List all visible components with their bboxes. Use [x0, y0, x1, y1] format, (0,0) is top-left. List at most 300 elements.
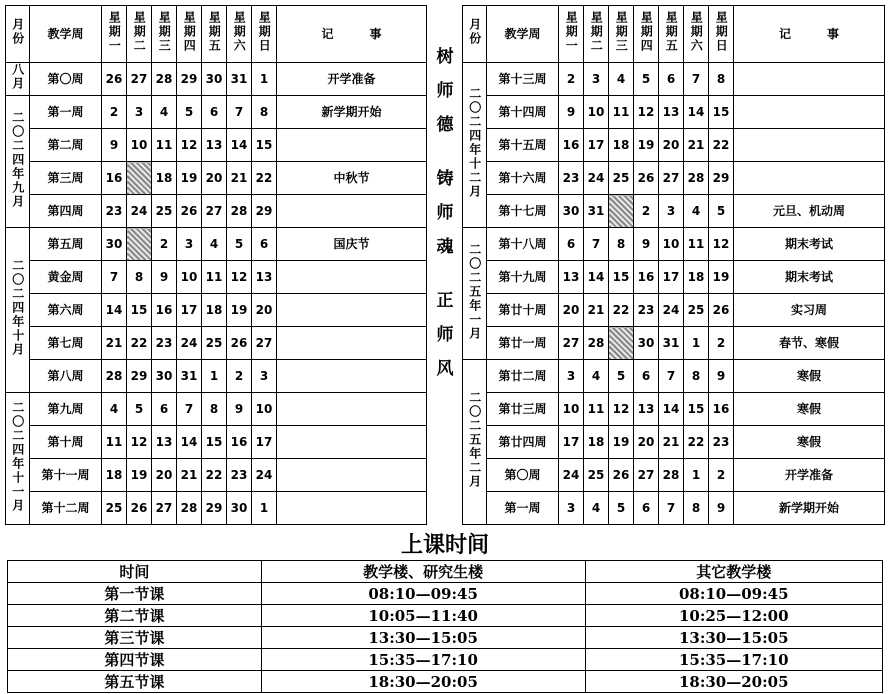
week-row [463, 129, 885, 162]
day-header: 星期五 [659, 6, 684, 63]
day-cell: 16 [227, 426, 252, 459]
day-cell: 4 [102, 393, 127, 426]
day-cell: 27 [659, 162, 684, 195]
month-label: 二〇二四年十月 [6, 228, 30, 393]
week-row [6, 228, 427, 261]
note-cell [277, 261, 427, 294]
month-label: 二〇二四年十二月 [463, 63, 487, 228]
week-row [463, 492, 885, 525]
week-row [6, 360, 427, 393]
day-cell: 19 [709, 261, 734, 294]
week-row [6, 63, 427, 96]
week-label: 第廿二周 [487, 360, 559, 393]
week-label: 第五周 [30, 228, 102, 261]
note-cell: 期末考试 [734, 228, 885, 261]
day-cell: 15 [202, 426, 227, 459]
day-cell: 8 [684, 492, 709, 525]
month-label: 二〇二五年一月 [463, 228, 487, 360]
day-cell: 7 [659, 360, 684, 393]
day-cell: 21 [177, 459, 202, 492]
schedule-table [7, 560, 883, 693]
day-cell: 30 [559, 195, 584, 228]
day-cell: 3 [559, 492, 584, 525]
week-label: 第八周 [30, 360, 102, 393]
week-label: 第十三周 [487, 63, 559, 96]
week-label: 第十五周 [487, 129, 559, 162]
week-row [463, 426, 885, 459]
day-cell: 10 [127, 129, 152, 162]
day-cell: 7 [102, 261, 127, 294]
week-row [6, 129, 427, 162]
day-cell: 29 [252, 195, 277, 228]
day-cell: 25 [684, 294, 709, 327]
day-cell: 21 [684, 129, 709, 162]
note-cell [277, 129, 427, 162]
day-cell: 1 [684, 459, 709, 492]
week-row [463, 228, 885, 261]
period-time: 10:25—12:00 [585, 605, 883, 627]
motto-char: 风 [436, 359, 454, 379]
day-cell: 25 [152, 195, 177, 228]
week-label: 第〇周 [487, 459, 559, 492]
day-cell: 13 [634, 393, 659, 426]
note-cell: 实习周 [734, 294, 885, 327]
day-header: 星期五 [202, 6, 227, 63]
day-header: 星期一 [559, 6, 584, 63]
note-cell [277, 327, 427, 360]
period-label: 第三节课 [8, 627, 262, 649]
day-header: 星期日 [709, 6, 734, 63]
week-row [463, 393, 885, 426]
week-row [6, 426, 427, 459]
day-cell: 18 [609, 129, 634, 162]
day-cell: 22 [202, 459, 227, 492]
day-cell: 29 [127, 360, 152, 393]
week-label: 第二周 [30, 129, 102, 162]
day-cell: 5 [177, 96, 202, 129]
day-cell: 5 [127, 393, 152, 426]
day-cell [609, 195, 634, 228]
day-cell: 7 [584, 228, 609, 261]
note-cell: 新学期开始 [734, 492, 885, 525]
day-cell: 26 [177, 195, 202, 228]
day-cell: 5 [609, 360, 634, 393]
day-cell: 6 [659, 63, 684, 96]
day-cell: 30 [227, 492, 252, 525]
day-cell: 16 [709, 393, 734, 426]
period-time: 08:10—09:45 [261, 583, 585, 605]
note-cell [277, 360, 427, 393]
week-label: 第廿十周 [487, 294, 559, 327]
note-cell: 开学准备 [734, 459, 885, 492]
week-label: 第十七周 [487, 195, 559, 228]
day-cell: 31 [584, 195, 609, 228]
period-label: 第五节课 [8, 671, 262, 693]
week-row [463, 327, 885, 360]
day-cell: 25 [202, 327, 227, 360]
day-cell: 15 [127, 294, 152, 327]
note-cell [734, 129, 885, 162]
day-cell: 26 [609, 459, 634, 492]
day-cell: 19 [634, 129, 659, 162]
day-cell: 20 [252, 294, 277, 327]
day-cell: 5 [709, 195, 734, 228]
day-header: 星期三 [609, 6, 634, 63]
note-cell [734, 96, 885, 129]
week-label: 第十八周 [487, 228, 559, 261]
day-cell: 23 [227, 459, 252, 492]
day-cell: 9 [227, 393, 252, 426]
day-cell: 20 [559, 294, 584, 327]
day-cell: 18 [202, 294, 227, 327]
week-header: 教学周 [487, 6, 559, 63]
day-cell: 26 [709, 294, 734, 327]
day-cell: 9 [102, 129, 127, 162]
day-cell: 26 [127, 492, 152, 525]
motto-column [430, 40, 460, 386]
day-header: 星期二 [127, 6, 152, 63]
day-cell: 6 [634, 492, 659, 525]
day-cell: 10 [659, 228, 684, 261]
schedule-header: 时间 [8, 561, 262, 583]
day-cell: 27 [152, 492, 177, 525]
day-cell: 9 [709, 492, 734, 525]
notes-header: 记 事 [734, 6, 885, 63]
day-cell: 13 [202, 129, 227, 162]
day-cell: 16 [152, 294, 177, 327]
day-cell: 21 [584, 294, 609, 327]
day-header: 星期四 [177, 6, 202, 63]
day-cell: 31 [659, 327, 684, 360]
day-cell: 25 [584, 459, 609, 492]
day-cell: 22 [252, 162, 277, 195]
period-time: 18:30—20:05 [261, 671, 585, 693]
week-label: 第十一周 [30, 459, 102, 492]
day-cell: 15 [684, 393, 709, 426]
day-cell: 12 [709, 228, 734, 261]
day-cell: 18 [584, 426, 609, 459]
day-cell: 3 [177, 228, 202, 261]
day-cell: 16 [102, 162, 127, 195]
week-header: 教学周 [30, 6, 102, 63]
schedule-row [8, 671, 883, 693]
note-cell [277, 195, 427, 228]
period-time: 18:30—20:05 [585, 671, 883, 693]
day-cell: 28 [659, 459, 684, 492]
week-label: 第三周 [30, 162, 102, 195]
day-cell: 23 [152, 327, 177, 360]
week-row [463, 294, 885, 327]
day-cell: 20 [634, 426, 659, 459]
motto-char: 德 [436, 115, 454, 135]
period-time: 13:30—15:05 [261, 627, 585, 649]
day-cell: 26 [227, 327, 252, 360]
day-header: 星期六 [684, 6, 709, 63]
day-cell: 19 [609, 426, 634, 459]
notes-header: 记 事 [277, 6, 427, 63]
day-cell: 14 [659, 393, 684, 426]
day-cell: 17 [584, 129, 609, 162]
week-label: 第十九周 [487, 261, 559, 294]
day-cell: 3 [584, 63, 609, 96]
week-label: 第廿一周 [487, 327, 559, 360]
day-cell: 11 [584, 393, 609, 426]
day-cell: 2 [559, 63, 584, 96]
day-cell: 4 [584, 360, 609, 393]
note-cell: 元旦、机动周 [734, 195, 885, 228]
day-cell: 16 [559, 129, 584, 162]
day-cell: 15 [709, 96, 734, 129]
period-time: 08:10—09:45 [585, 583, 883, 605]
day-cell: 2 [709, 459, 734, 492]
week-row [463, 162, 885, 195]
day-cell: 7 [684, 63, 709, 96]
day-cell: 7 [227, 96, 252, 129]
day-cell: 11 [152, 129, 177, 162]
day-cell: 18 [152, 162, 177, 195]
day-cell: 28 [684, 162, 709, 195]
day-cell: 12 [177, 129, 202, 162]
day-cell: 17 [177, 294, 202, 327]
day-cell: 20 [659, 129, 684, 162]
day-cell: 26 [102, 63, 127, 96]
day-cell: 26 [634, 162, 659, 195]
week-label: 第十二周 [30, 492, 102, 525]
day-cell: 29 [202, 492, 227, 525]
day-cell: 24 [559, 459, 584, 492]
calendar-right [462, 5, 885, 525]
schedule-row [8, 583, 883, 605]
period-label: 第二节课 [8, 605, 262, 627]
day-cell: 9 [634, 228, 659, 261]
week-row [463, 459, 885, 492]
week-label: 第一周 [487, 492, 559, 525]
day-cell: 24 [127, 195, 152, 228]
day-cell: 4 [609, 63, 634, 96]
day-cell: 27 [127, 63, 152, 96]
note-cell: 中秋节 [277, 162, 427, 195]
day-cell: 9 [559, 96, 584, 129]
period-label: 第一节课 [8, 583, 262, 605]
week-row [463, 360, 885, 393]
day-cell: 20 [202, 162, 227, 195]
day-cell: 10 [252, 393, 277, 426]
day-cell: 27 [202, 195, 227, 228]
day-header: 星期二 [584, 6, 609, 63]
period-time: 13:30—15:05 [585, 627, 883, 649]
note-cell: 开学准备 [277, 63, 427, 96]
day-cell: 17 [559, 426, 584, 459]
day-cell: 21 [659, 426, 684, 459]
day-header: 星期一 [102, 6, 127, 63]
week-label: 第十六周 [487, 162, 559, 195]
day-cell: 8 [709, 63, 734, 96]
day-cell: 14 [177, 426, 202, 459]
day-cell: 16 [634, 261, 659, 294]
day-cell: 21 [102, 327, 127, 360]
day-cell: 31 [177, 360, 202, 393]
day-cell [127, 228, 152, 261]
day-cell: 12 [127, 426, 152, 459]
day-cell: 6 [252, 228, 277, 261]
day-cell: 23 [102, 195, 127, 228]
week-row [6, 327, 427, 360]
day-cell: 9 [709, 360, 734, 393]
day-cell: 2 [152, 228, 177, 261]
day-cell: 11 [202, 261, 227, 294]
day-cell: 18 [684, 261, 709, 294]
day-cell: 2 [102, 96, 127, 129]
motto-char: 正 [436, 291, 454, 311]
day-cell: 22 [709, 129, 734, 162]
day-cell: 22 [684, 426, 709, 459]
day-header: 星期六 [227, 6, 252, 63]
day-cell: 27 [559, 327, 584, 360]
period-label: 第四节课 [8, 649, 262, 671]
schedule-header: 其它教学楼 [585, 561, 883, 583]
day-cell: 13 [559, 261, 584, 294]
day-cell: 19 [227, 294, 252, 327]
day-cell: 25 [102, 492, 127, 525]
day-cell: 14 [102, 294, 127, 327]
period-time: 15:35—17:10 [261, 649, 585, 671]
day-cell: 28 [152, 63, 177, 96]
week-label: 第〇周 [30, 63, 102, 96]
day-cell: 31 [227, 63, 252, 96]
week-label: 第廿四周 [487, 426, 559, 459]
day-cell: 20 [152, 459, 177, 492]
day-cell: 4 [584, 492, 609, 525]
month-header: 月份 [463, 6, 487, 63]
day-cell: 8 [609, 228, 634, 261]
note-cell [277, 459, 427, 492]
week-label: 第十四周 [487, 96, 559, 129]
schedule-row [8, 649, 883, 671]
day-cell: 24 [584, 162, 609, 195]
day-cell: 3 [252, 360, 277, 393]
week-label: 第十周 [30, 426, 102, 459]
day-cell: 3 [127, 96, 152, 129]
week-label: 黄金周 [30, 261, 102, 294]
day-cell: 15 [252, 129, 277, 162]
note-cell [277, 294, 427, 327]
week-row [6, 492, 427, 525]
week-row [6, 195, 427, 228]
day-cell: 14 [684, 96, 709, 129]
day-header: 星期四 [634, 6, 659, 63]
day-cell: 15 [609, 261, 634, 294]
day-cell: 30 [634, 327, 659, 360]
week-row [463, 195, 885, 228]
day-cell: 24 [252, 459, 277, 492]
day-cell: 4 [152, 96, 177, 129]
note-cell: 春节、寒假 [734, 327, 885, 360]
day-cell: 1 [202, 360, 227, 393]
note-cell [277, 393, 427, 426]
day-cell: 22 [127, 327, 152, 360]
note-cell [734, 162, 885, 195]
note-cell [734, 63, 885, 96]
day-cell: 12 [227, 261, 252, 294]
week-row [6, 393, 427, 426]
day-cell: 22 [609, 294, 634, 327]
day-cell: 12 [609, 393, 634, 426]
day-cell: 23 [634, 294, 659, 327]
motto-char: 铸 [436, 169, 454, 189]
day-cell: 3 [559, 360, 584, 393]
day-cell: 30 [202, 63, 227, 96]
month-label: 二〇二五年二月 [463, 360, 487, 525]
day-cell: 10 [584, 96, 609, 129]
period-time: 10:05—11:40 [261, 605, 585, 627]
motto-char: 师 [436, 81, 454, 101]
day-cell: 28 [102, 360, 127, 393]
day-cell: 9 [152, 261, 177, 294]
day-header: 星期三 [152, 6, 177, 63]
week-label: 第七周 [30, 327, 102, 360]
day-cell: 2 [709, 327, 734, 360]
day-cell: 5 [227, 228, 252, 261]
day-cell: 23 [709, 426, 734, 459]
day-cell: 13 [252, 261, 277, 294]
note-cell: 期末考试 [734, 261, 885, 294]
day-cell: 6 [634, 360, 659, 393]
day-cell: 14 [227, 129, 252, 162]
motto-char: 魂 [436, 237, 454, 257]
day-cell: 13 [659, 96, 684, 129]
week-row [6, 459, 427, 492]
day-cell: 6 [559, 228, 584, 261]
period-time: 15:35—17:10 [585, 649, 883, 671]
note-cell: 寒假 [734, 360, 885, 393]
day-header: 星期日 [252, 6, 277, 63]
day-cell: 6 [152, 393, 177, 426]
week-label: 第四周 [30, 195, 102, 228]
day-cell: 28 [584, 327, 609, 360]
day-cell: 11 [609, 96, 634, 129]
week-row [463, 261, 885, 294]
day-cell: 17 [252, 426, 277, 459]
month-label: 二〇二四年九月 [6, 96, 30, 228]
day-cell: 4 [684, 195, 709, 228]
day-cell: 18 [102, 459, 127, 492]
day-cell: 2 [634, 195, 659, 228]
day-cell: 7 [177, 393, 202, 426]
day-cell: 14 [584, 261, 609, 294]
day-cell: 5 [634, 63, 659, 96]
week-label: 第一周 [30, 96, 102, 129]
day-cell: 19 [177, 162, 202, 195]
day-cell: 4 [202, 228, 227, 261]
day-cell [127, 162, 152, 195]
day-cell: 27 [252, 327, 277, 360]
schedule-row [8, 627, 883, 649]
schedule-header: 教学楼、研究生楼 [261, 561, 585, 583]
day-cell: 24 [177, 327, 202, 360]
day-cell: 8 [684, 360, 709, 393]
note-cell: 新学期开始 [277, 96, 427, 129]
day-cell: 12 [634, 96, 659, 129]
day-cell: 6 [202, 96, 227, 129]
day-cell: 30 [152, 360, 177, 393]
day-cell: 5 [609, 492, 634, 525]
schedule-title: 上课时间 [400, 532, 489, 558]
calendar-left [5, 5, 427, 525]
month-header: 月份 [6, 6, 30, 63]
day-cell: 2 [227, 360, 252, 393]
motto-char: 师 [436, 203, 454, 223]
day-cell: 19 [127, 459, 152, 492]
